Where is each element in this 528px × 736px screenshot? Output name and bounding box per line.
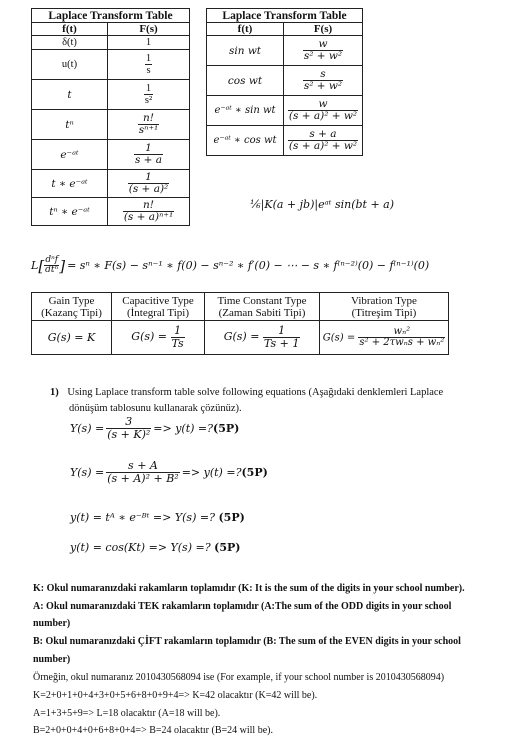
table1-title: Laplace Transform Table xyxy=(32,9,190,23)
table1-fraction: $\frac{n!}{\text{sⁿ⁺¹}}$ xyxy=(138,111,159,136)
derivative-formula: L [ $\frac{\text{dⁿf}}{\text{dtⁿ}}$ ] = sⁿ ∗ F(s) − sⁿ⁻¹ ∗ f(0) − sⁿ⁻² ∗ f′(0) − ⋯ − s ∗ f⁽ⁿ⁻²⁾(0) − f⁽ⁿ⁻¹⁾(0) xyxy=(31,255,430,276)
note-b-line1: B: Okul numaranızdaki ÇİFT rakamların toplamıdır (B: The sum of the EVEN digits in your school xyxy=(33,636,461,647)
table2-cell-f: e⁻ᵃᵗ ∗ sin wt xyxy=(207,96,284,126)
laplace-table-1 xyxy=(31,8,190,226)
note-a-line2: number) xyxy=(33,618,71,629)
table2-cell-f: e⁻ᵃᵗ ∗ cos wt xyxy=(207,126,284,156)
table1-cell-f: u(t) xyxy=(32,50,108,80)
table1-cell-f: tⁿ ∗ e⁻ᵃᵗ xyxy=(32,198,108,226)
derivative-operator: L xyxy=(31,259,39,273)
table1-fraction: $\frac{1}{\text{s²}}$ xyxy=(144,82,153,106)
table1-cell-f: δ(t) xyxy=(32,36,108,50)
vibration-type-formula: G(s) = $\frac{\text{wₙ²}}{\text{s² + 2τwₙs + wₙ²}}$ xyxy=(320,321,449,355)
table2-cell-f: cos wt xyxy=(207,66,284,96)
table1-cell-f: tⁿ xyxy=(32,110,108,140)
table2-cell-f: sin wt xyxy=(207,36,284,66)
equation-3: y(t) = tᴬ ∗ e⁻ᴮᵗ => Y(s) =? (5P) xyxy=(70,511,245,524)
table1-fraction: $\frac{1}{s + a}$ xyxy=(134,141,163,166)
table1-cell-f: e⁻ᵃᵗ xyxy=(32,140,108,170)
equation-2-fraction: $\frac{s + A}{\text{(s + A)² + B²}}$ xyxy=(107,459,179,485)
table1-col-ft: f(t) xyxy=(32,23,108,36)
equation-4: y(t) = cos(Kt) => Y(s) =? (5P) xyxy=(70,541,241,554)
table1-col-fs: F(s) xyxy=(108,23,190,36)
note-b-calc: B=2+0+0+4+0+6+8+0+4=> B=24 olacaktır (B=24 will be). xyxy=(33,725,273,736)
note-a-line1: A: Okul numaranızdaki TEK rakamların toplamıdır (A:The sum of the ODD digits in your school xyxy=(33,601,452,612)
note-k-calc: K=2+0+1+0+4+3+0+5+6+8+0+9+4=> K=42 olacaktır (K=42 will be). xyxy=(33,690,318,701)
table1-cell-f: t xyxy=(32,80,108,110)
derivative-rhs: = sⁿ ∗ F(s) − sⁿ⁻¹ ∗ f(0) − sⁿ⁻² ∗ f′(0) − ⋯ − s ∗ f⁽ⁿ⁻²⁾(0) − f⁽ⁿ⁻¹⁾(0) xyxy=(67,259,430,273)
time-constant-type-header: Time Constant Type (Zaman Sabiti Tipi) xyxy=(205,293,320,321)
table1-fraction: $\frac{1}{\text{(s + a)²}}$ xyxy=(128,170,169,195)
time-constant-type-formula: G(s) = $\frac{1}{Ts + 1}$ xyxy=(205,321,320,355)
table1-fraction: $\frac{n!}{\text{(s + a)ⁿ⁺¹}}$ xyxy=(123,198,174,223)
derivative-fraction: $\frac{\text{dⁿf}}{\text{dtⁿ}}$ xyxy=(45,255,59,276)
table1-fraction: $\frac{1}{s}$ xyxy=(145,52,152,76)
equation-1-points: (5P) xyxy=(213,421,240,435)
note-k: K: Okul numaranızdaki rakamların toplamıdır (K: It is the sum of the digits in your school number). xyxy=(33,583,465,594)
table1-cell-f: t ∗ e⁻ᵃᵗ xyxy=(32,170,108,198)
equation-1: Y(s) = $\frac{3}{\text{(s + K)²}}$ => y(t) =? (5P) xyxy=(70,415,240,441)
question-1 xyxy=(50,387,443,398)
note-example: Örneğin, okul numaranız 2010430568094 ise (For example, if your school number is 2010430568094) xyxy=(33,672,445,683)
capacitive-type-header: Capacitive Type (İntegral Tipi) xyxy=(112,293,205,321)
transfer-function-table xyxy=(31,292,449,355)
equation-2-points: (5P) xyxy=(241,465,268,479)
equation-3-points: (5P) xyxy=(218,511,245,524)
equation-2: Y(s) = $\frac{s + A}{\text{(s + A)² + B²}}$ => y(t) =? (5P) xyxy=(70,459,268,485)
question-text-line1: Using Laplace transform table solve following equations (Aşağıdaki denklemleri Laplace xyxy=(67,387,444,398)
question-number: 1) xyxy=(50,387,59,398)
capacitive-type-formula: G(s) = $\frac{1}{Ts}$ xyxy=(112,321,205,355)
equation-4-points: (5P) xyxy=(214,541,241,554)
table2-col-ft: f(t) xyxy=(207,23,284,36)
table1-cell-F: 1 xyxy=(108,36,190,50)
equation-1-fraction: $\frac{3}{\text{(s + K)²}}$ xyxy=(107,415,151,441)
table2-col-fs: F(s) xyxy=(284,23,363,36)
table2-title: Laplace Transform Table xyxy=(207,9,363,23)
note-a-calc: A=1+3+5+9=> L=18 olacaktır (A=18 will be). xyxy=(33,708,221,719)
table2-fraction: $\frac{s}{\text{s² + w²}}$ xyxy=(303,67,343,92)
laplace-table-2 xyxy=(206,8,363,156)
gain-type-header: Gain Type (Kazanç Tipi) xyxy=(32,293,112,321)
table2-fraction: $\frac{w}{\text{(s + a)² + w²}}$ xyxy=(288,97,358,122)
note-b-line2: number) xyxy=(33,654,71,665)
table2-fraction: $\frac{w}{\text{s² + w²}}$ xyxy=(303,37,343,62)
table2-fraction: $\frac{s + a}{\text{(s + a)² + w²}}$ xyxy=(288,127,358,152)
question-text-line2: dönüşüm tablosunu kullanarak çözünüz). xyxy=(69,403,242,414)
side-formula: ⅙|K(a + jb)|eᵃᵗ sin(bt + a) xyxy=(250,198,395,211)
vibration-type-header: Vibration Type (Titreşim Tipi) xyxy=(320,293,449,321)
gain-type-formula: G(s) = K xyxy=(32,321,112,355)
